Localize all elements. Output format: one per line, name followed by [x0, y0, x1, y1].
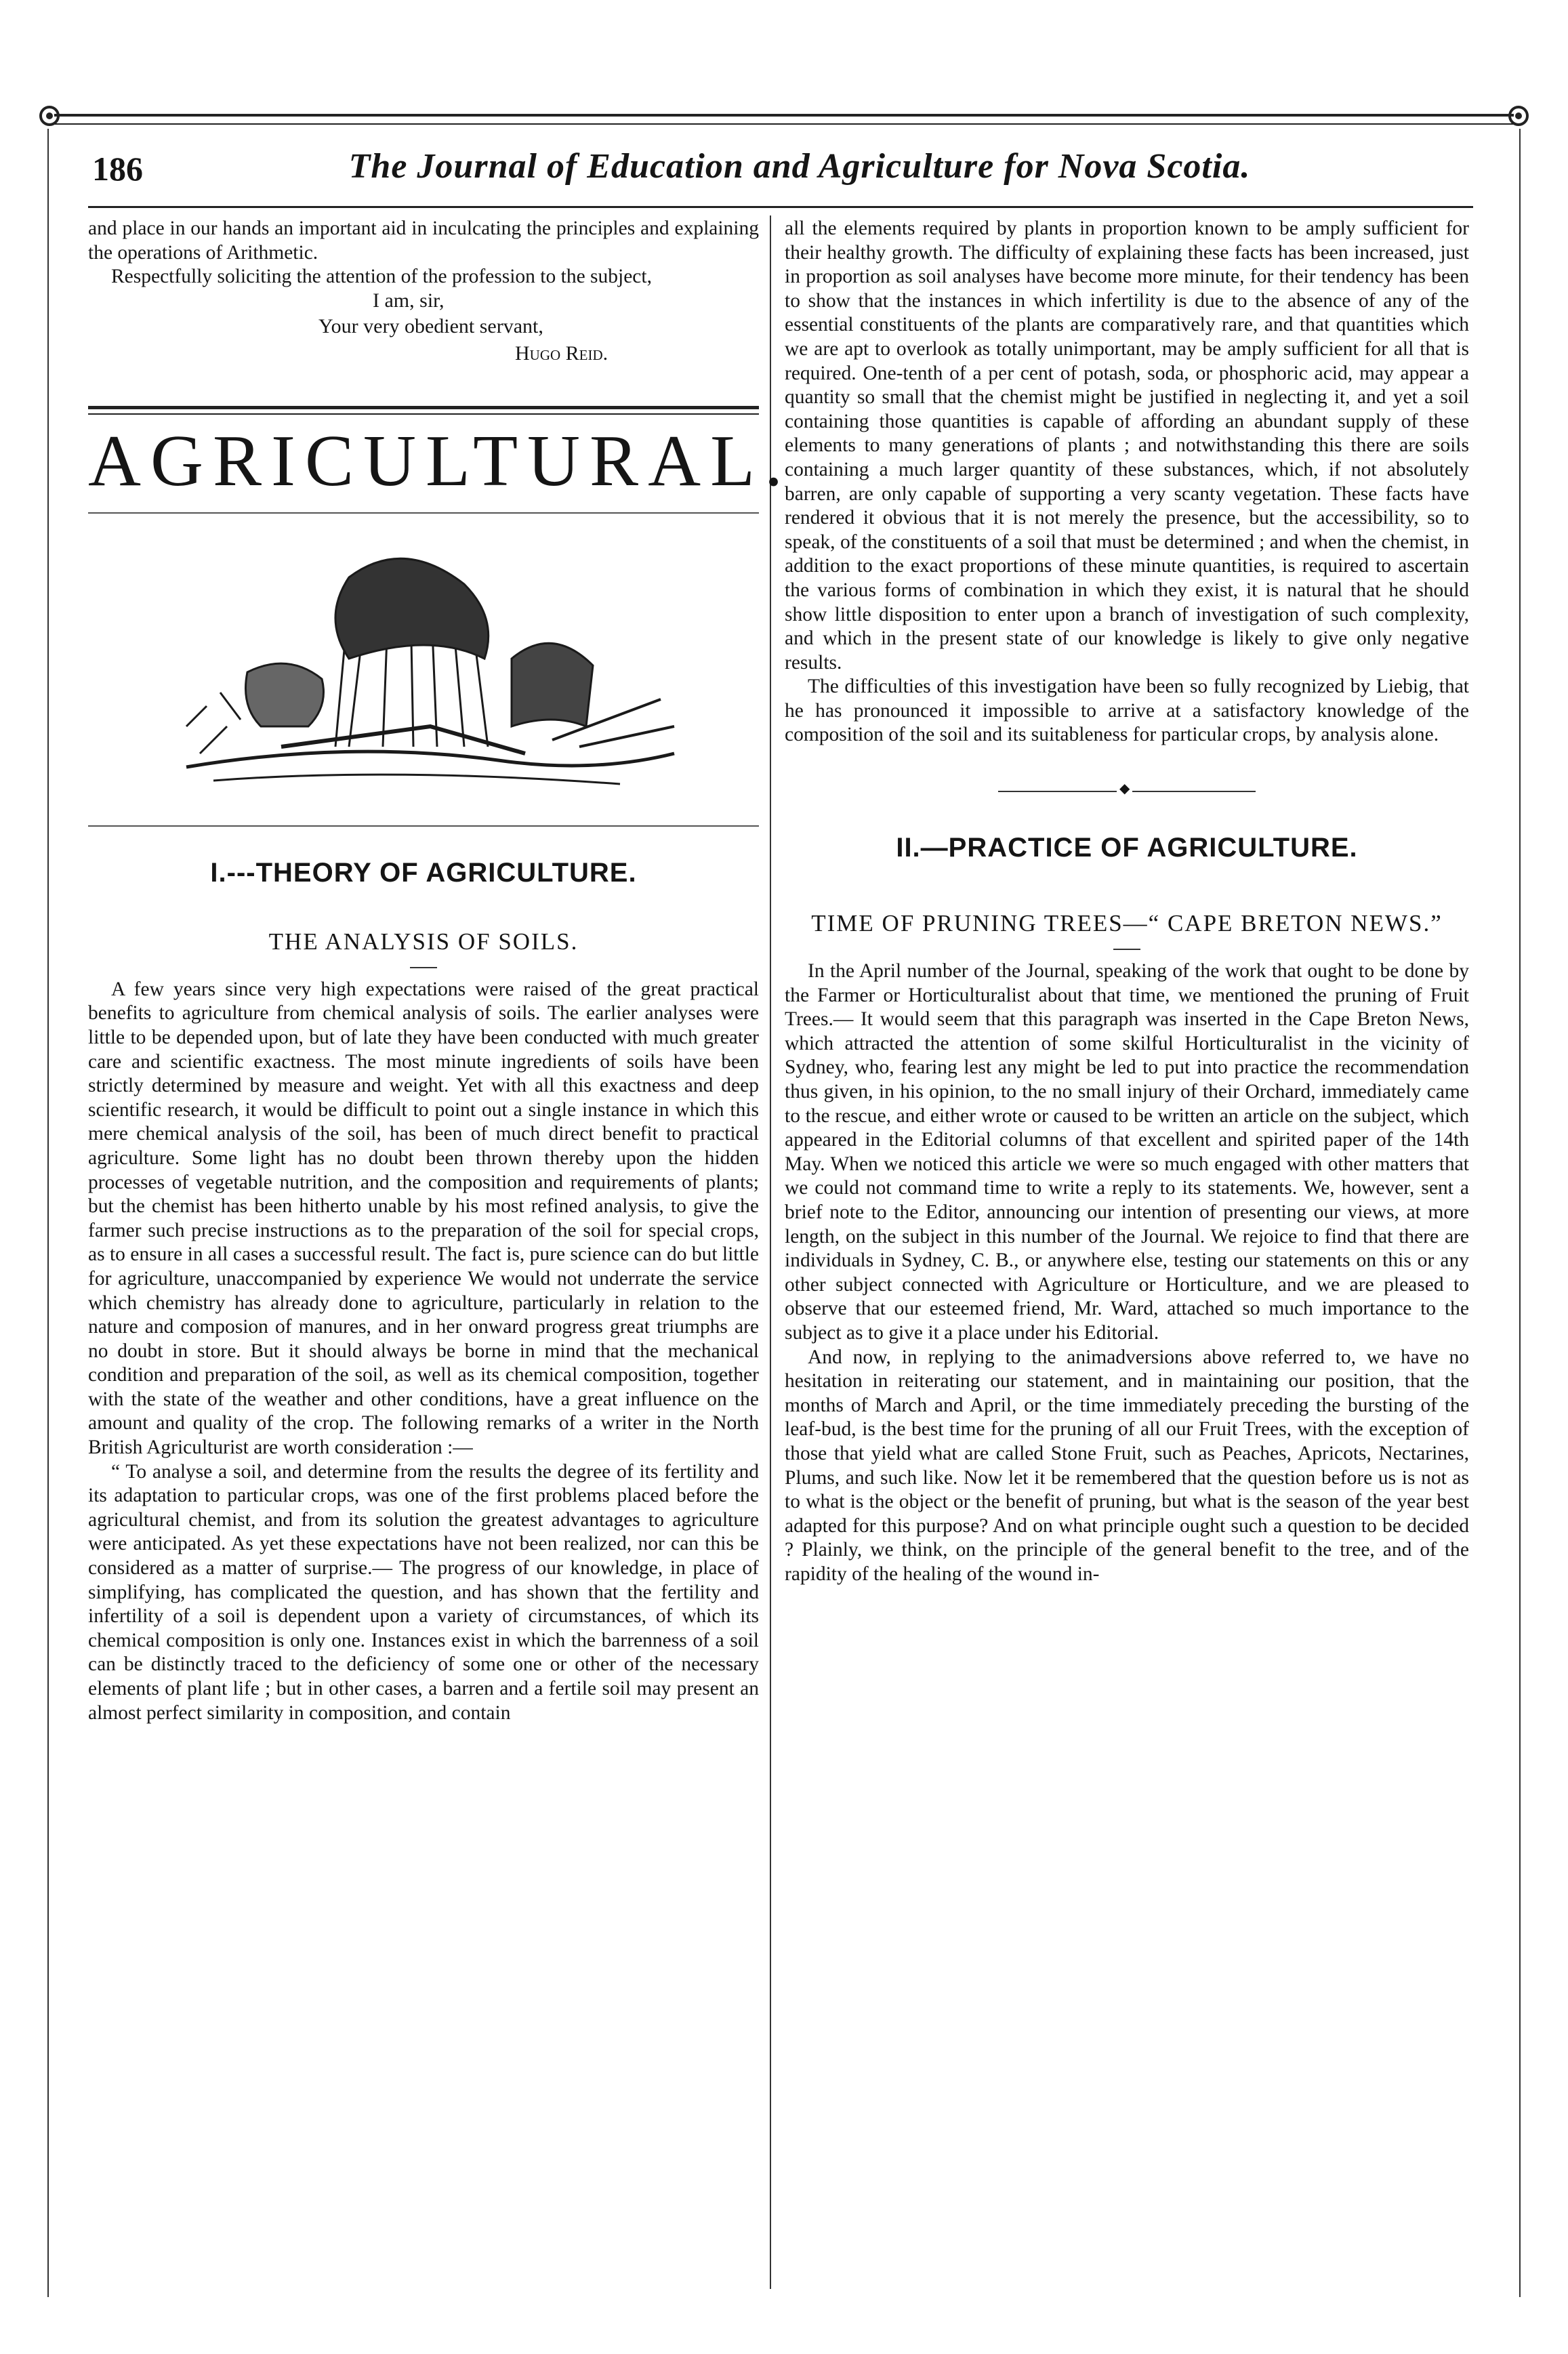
top-double-rule	[54, 114, 1514, 125]
article-continued-paragraph: all the elements required by plants in proportion known to be amply sufficient for their healthy growth. The difficulty of explaining these facts has been increased, just in proportion as soil analyses have become more minute, for their tendency has been to show that the instances in which infertility is due to the absence of any of the essential constituents of the plants are comparatively rare, and that quantities which we are apt to overlook as totally unimportant, may be amply sufficient for all that is required. One-tenth of a per cent of potash, soda, or phosphoric acid, may appear a quantity so small that the chemist might be justified in neglecting it, and yet a soil containing those quantities is capable of affording an abundant supply of these elements to many generations of plants ; and notwithstanding this there are soils containing a much larger quantity of these substances, which, if not absolutely barren, are only capable of supporting a very scanty vegetation. These facts have rendered it obvious that it is not merely the presence, but the accessibility, so to speak, of the constituents of a soil that must be determined ; and when the chemist, in addition to the exact proportions of these minute quantities, is required to ascertain the various forms of combination in which they exist, it is natural that he should show little disposition to enter upon a branch of investigation of such complexity, and which in the present state of our knowledge is likely to give only negative results.	[785, 218, 1469, 674]
ornamental-divider	[998, 791, 1256, 792]
article-paragraph: The difficulties of this investigation have been so fully recognized by Liebig, that he has pronounced it impossible to arrive at a satisfactory knowledge of the composition of the soil and its suitableness for particular crops, by analysis alone.	[785, 676, 1469, 746]
section-heading-theory: I.---THEORY OF AGRICULTURE.	[210, 857, 637, 888]
article-paragraph: A few years since very high expectations were raised of the great practical benefits to agriculture from chemical analysis of soils. The earlier analyses were little to be depended upon, but of late they have been conducted with much greater care and scientific exactness. The most minute ingredients of soils have been strictly determined by measure and weight. Yet with all this exactness and deep scientific research, it would be difficult to point out a single instance in which this mere chemical analysis of the soil, has been of much direct benefit to practical agriculture. Some light has no doubt been thrown thereby upon the hidden processes of vegetable nutrition, and the composition and requirements of plants; but the chemist has been hitherto unable by his most refined analysis, to give the farmer such precise instructions as to the preparation of the soil for special crops, as to ensure in all cases a successful result. The fact is, pure science can do but little for agriculture, unaccompanied by experience We would not underrate the service which chemistry has already done to agriculture, particularly in relation to the nature and composion of manures, and in her onward progress great triumphs are no doubt in store. But it should always be borne in mind that the mechanical condition and preparation of the soil, as well as its chemical composition, together with the state of the weather and other conditions, have a great influence on the amount and quality of the crop. The following remarks of a writer in the North British Agriculturist are worth consideration :—	[88, 978, 759, 1459]
article-title-pruning-trees: TIME OF PRUNING TREES—“ CAPE BRETON NEWS.”	[811, 910, 1443, 937]
outer-border-left	[47, 129, 49, 2297]
column-divider	[770, 215, 771, 2289]
header-rule	[88, 206, 1473, 208]
letter-ending: and place in our hands an important aid in inculcating the principles and explaining the operations of Arithmetic.	[88, 218, 759, 264]
right-column	[785, 217, 1469, 1587]
title-dash	[410, 967, 437, 968]
letter-signoff	[88, 289, 759, 391]
agricultural-vignette-icon	[146, 523, 701, 808]
outer-border-right	[1519, 129, 1521, 2297]
signoff-servant: Your very obedient servant,	[318, 314, 543, 337]
running-title: The Journal of Education and Agriculture for Nova Scotia.	[348, 147, 1251, 186]
article-title-analysis-of-soils: THE ANALYSIS OF SOILS.	[268, 928, 579, 955]
title-dash	[1113, 949, 1140, 950]
section-heading-practice: II.—PRACTICE OF AGRICULTURE.	[896, 833, 1358, 863]
letter-closing: Respectfully soliciting the attention of the profession to the subject,	[111, 266, 652, 288]
article-paragraph: And now, in replying to the animadversions above referred to, we have no hesitation in reiterating our statement, and in maintaining our position, that the months of March and April, or the time immediately preceding the bursting of the leaf-bud, is the best time for the pruning of all our Fruit Trees, with the exception of those that yield what are called Stone Fruit, such as Peaches, Apricots, Nectarines, Plums, and such like. Now let it be remembered that the question before us is not as to what is the object or the benefit of pruning, but what is the season of the year best adapted for this purpose? And on what principle ought such a question to be decided ? Plainly, we think, on the principle of the general benefit to the tree, and of the rapidity of the healing of the wound in-	[785, 1346, 1469, 1585]
signoff-salutation: I am, sir,	[373, 289, 445, 312]
section-banner: AGRICULTURAL.	[88, 420, 793, 501]
signoff-author: Hugo Reid.	[515, 342, 608, 365]
left-column	[88, 217, 793, 1725]
article-quote-paragraph: “ To analyse a soil, and determine from the results the degree of its fertility and its adaptation to particular crops, was one of the first problems placed before the agricultural chemist, and from its solution the greatest advantages to agriculture were anticipated. As yet these expectations have not been realized, nor can this be considered as a matter of surprise.— The progress of our knowledge, in place of simplifying, has complicated the question, and has shown that the fertility and infertility of a soil is dependent upon a variety of circumstances, of which its chemical composition is only one. Instances exist in which the barrenness of a soil can be distinctly traced to the deficiency of some one or other of the necessary elements of plant life ; but in other cases, a barren and a fertile soil may present an almost perfect similarity in composition, and contain	[88, 1460, 759, 1724]
article-paragraph: In the April number of the Journal, speaking of the work that ought to be done by the Farmer or Horticulturalist about that time, we mentioned the pruning of Fruit Trees.— It would seem that this paragraph was inserted in the Cape Breton News, which attracted the attention of some skilful Horticulturalist in the vicinity of Sydney, who, fearing lest any might be led to put into practice the recommendation thus given, in his opinion, to the no small injury of their Orchard, immediately came to the rescue, and either wrote or caused to be written an article on the subject, which appeared in the Editorial columns of that excellent and spirited paper of the 14th May. When we noticed this article we were so much engaged with other matters that we could not command time to write a reply to its statements. We, however, sent a brief note to the Editor, announcing our intention of presenting our views, at more length, on the subject in this number of the Journal. We rejoice to find that there are individuals in Sydney, C. B., or anywhere else, testing our statements on this or any other subject connected with Agriculture or Horticulture, and we are pleased to observe that our esteemed friend, Mr. Ward, attached so much importance to the subject as to give it a place under his Editorial.	[785, 960, 1469, 1344]
banner-rule	[88, 406, 759, 415]
banner-underline	[88, 512, 759, 514]
page-number: 186	[92, 150, 143, 188]
